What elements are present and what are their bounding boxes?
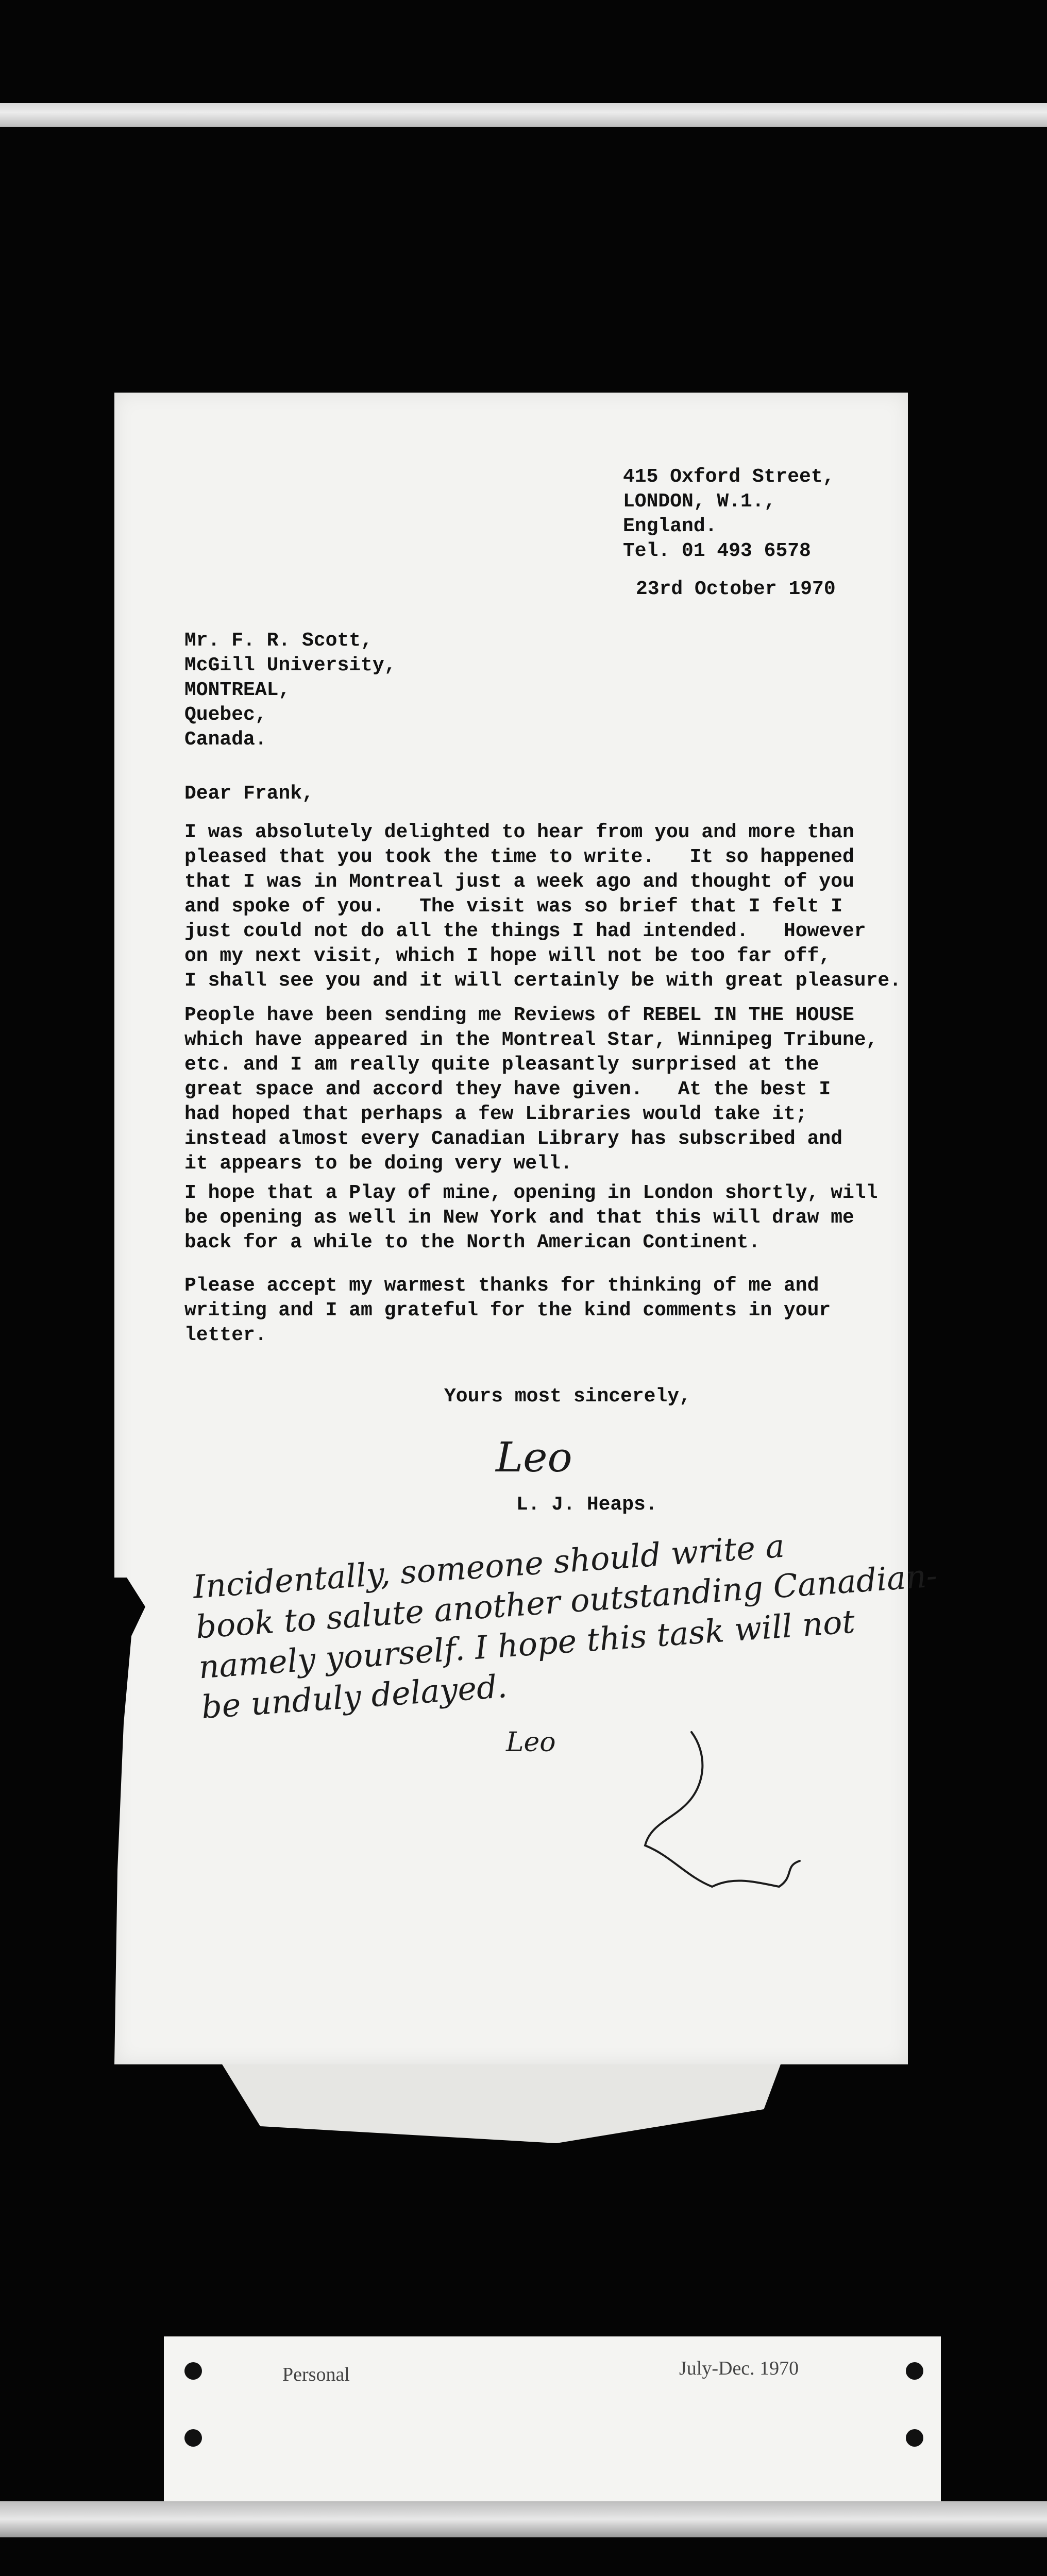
punch-hole	[906, 2362, 923, 2380]
body-paragraph: Please accept my warmest thanks for thinking of me and writing and I am grateful for the kind comments in your letter.	[184, 1275, 831, 1346]
recipient-line: Mr. F. R. Scott,	[184, 630, 373, 652]
address-line: 415 Oxford Street,	[623, 466, 835, 488]
film-edge-top	[0, 103, 1047, 127]
closing: Yours most sincerely,	[444, 1385, 691, 1408]
handwritten-signature: Leo	[496, 1433, 572, 1481]
postscript-initial: Leo	[506, 1727, 556, 1758]
body-paragraph: I was absolutely delighted to hear from you and more than pleased that you took the time to write. It so happened that I was in Montreal just a week ago and thought of you and spoke of you. The visit was so brief that I felt I just could not do all the things I had intended. However on my next visit, which I hope will not be too far off, I shall see you and it will certainly be with great pleasure.	[184, 821, 902, 992]
recipient-line: McGill University,	[184, 654, 396, 676]
file-period: July-Dec. 1970	[679, 2358, 799, 2379]
handwritten-postscript: Incidentally, someone should write a book to salute another outstanding Canadian- namely yourself. I hope this task will not be unduly delayed.	[192, 1527, 939, 1726]
punch-hole	[184, 2362, 202, 2380]
body-paragraph: I hope that a Play of mine, opening in London shortly, will be opening as well in New York and that this will draw me back for a while to the North American Continent.	[184, 1182, 878, 1253]
file-category: Personal	[282, 2364, 350, 2385]
file-folder-label	[164, 2336, 941, 2501]
recipient-line: MONTREAL,	[184, 679, 291, 701]
letter-page	[114, 393, 939, 2064]
pen-scribble	[630, 1722, 815, 1897]
typed-signature: L. J. Heaps.	[516, 1494, 657, 1516]
address-line: England.	[623, 515, 717, 537]
torn-edge	[114, 1578, 145, 2064]
film-edge-bottom	[0, 2501, 1047, 2537]
address-line: Tel. 01 493 6578	[623, 540, 811, 562]
recipient-line: Canada.	[184, 728, 267, 751]
address-line: LONDON, W.1.,	[623, 490, 776, 513]
sender-address	[623, 465, 834, 564]
letter-date: 23rd October 1970	[636, 578, 836, 600]
recipient-line: Quebec,	[184, 704, 267, 726]
punch-hole	[906, 2429, 923, 2447]
recipient-address	[184, 629, 396, 752]
punch-hole	[184, 2429, 202, 2447]
body-paragraph: People have been sending me Reviews of REBEL IN THE HOUSE which have appeared in the Montreal Star, Winnipeg Tribune, etc. and I am really quite pleasantly surprised at the great space and accord they have given. At the best I had hoped that perhaps a few Libraries would take it; instead almost every Canadian Library has subscribed and it appears to be doing very well.	[184, 1004, 878, 1175]
salutation: Dear Frank,	[184, 783, 314, 805]
